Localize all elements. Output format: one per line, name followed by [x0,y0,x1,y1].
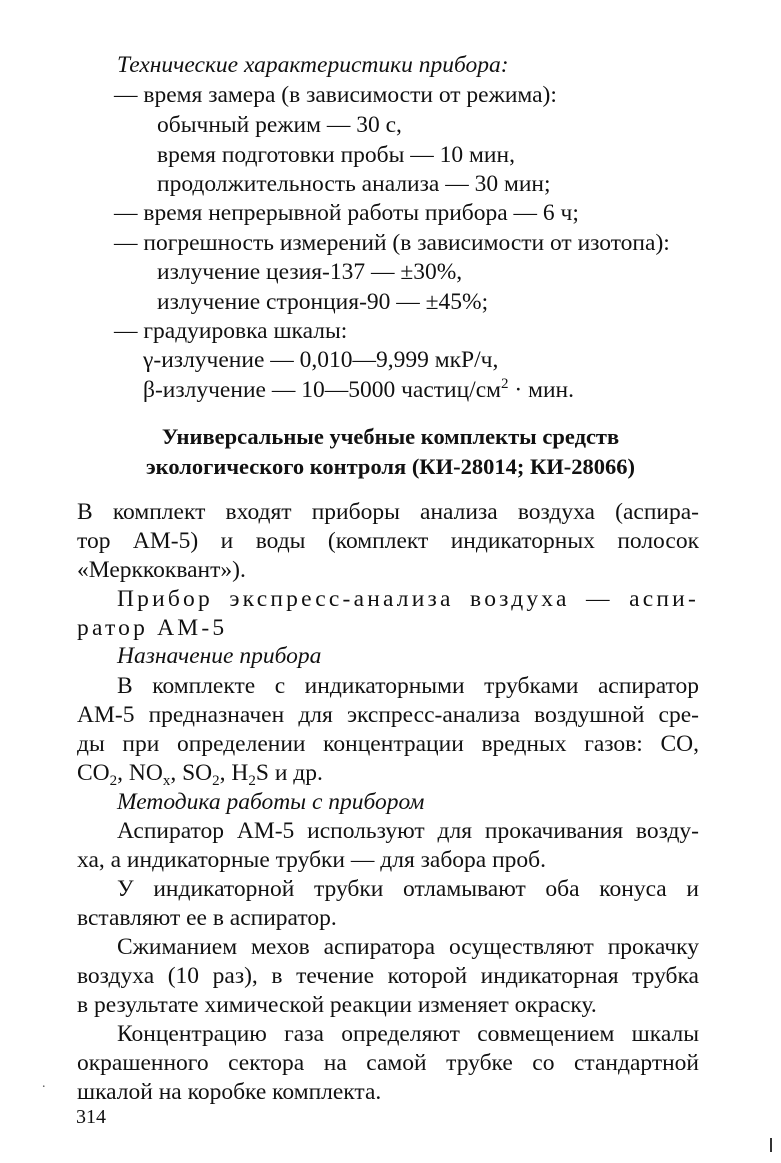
spec-line-2: обычный режим — 30 с, [157,112,402,138]
section-heading-line-2: экологического контроля (КИ-28014; КИ-28066) [145,454,636,479]
formula-sub: 2 [248,773,256,789]
page-number: 314 [76,1106,106,1128]
spec-line-11-tail: · мин. [508,377,574,403]
formula-sub: 2 [212,773,220,789]
spec-line-4: продолжительность анализа — 30 мин; [157,171,551,197]
method-line-3: У индикаторной трубки отламывают оба конуса и [117,876,699,902]
intro-line-3: «Мерккоквант»). [77,557,246,583]
purpose-line-1: В комплекте с индикаторными трубками аспиратор [117,673,699,699]
method-line-4: вставляют ее в аспиратор. [77,905,337,931]
method-line-5: Сжиманием мехов аспиратора осуществляют прокачку [117,934,699,960]
purpose-title: Назначение прибора [117,643,322,669]
method-line-10: шкалой на коробке комплекта. [77,1079,382,1105]
purpose-line-2: АМ-5 предназначен для экспресс-анализа воздушной сре- [77,702,699,728]
spec-line-3: время подготовки пробы — 10 мин, [157,142,515,168]
method-line-1: Аспиратор АМ-5 используют для прокачивания возду- [117,818,699,844]
spec-line-6: — погрешность измерений (в зависимости от изотопа): [114,230,670,256]
spec-line-11-sup: 2 [501,376,509,392]
formula-co: СО [77,760,110,786]
method-line-6: воздуха (10 раз), в течение которой индикаторная трубка [77,963,699,989]
formula-h: , H [219,760,249,786]
device-heading-line-1: Прибор экспресс-анализа воздуха — аспи- [117,586,699,612]
formula-so: , SO [170,760,213,786]
formula-tail: S и др. [255,760,323,786]
spec-line-11-text: β-излучение — 10—5000 частиц/см [143,377,502,403]
spec-line-7: излучение цезия-137 — ±30%, [157,259,463,285]
intro-line-1: В комплект входят приборы анализа воздуха (аспира- [77,499,699,525]
method-line-7: в результате химической реакции изменяет окраску. [77,992,597,1018]
intro-line-2: тор АМ-5) и воды (комплект индикаторных полосок [77,528,699,554]
method-line-9: окрашенного сектора на самой трубке со стандартной [77,1050,699,1076]
formula-no: , NO [117,760,163,786]
method-title: Методика работы с прибором [117,789,425,815]
scan-edge-mark [770,1138,772,1152]
spec-line-9: — градуировка шкалы: [114,318,348,344]
method-line-2: ха, а индикаторные трубки — для забора проб. [77,847,547,873]
spec-line-8: излучение стронция-90 — ±45%; [157,289,489,315]
formula-sub: x [162,773,171,789]
spec-line-11 [143,375,574,405]
spec-title: Технические характеристики прибора: [117,52,509,78]
purpose-line-4 [77,758,323,788]
formula-sub: 2 [109,773,118,789]
spec-line-1: — время замера (в зависимости от режима): [114,82,557,108]
purpose-line-3: ды при определении концентрации вредных газов: СО, [77,731,699,757]
spec-line-10: γ-излучение — 0,010—9,999 мкР/ч, [143,347,499,373]
method-line-8: Концентрацию газа определяют совмещением шкалы [117,1021,699,1047]
margin-dot: . [42,1076,46,1091]
spec-line-5: — время непрерывной работы прибора — 6 ч; [114,200,579,226]
section-heading-line-1: Универсальные учебные комплекты средств [161,424,620,449]
device-heading-line-2: ратор АМ-5 [77,615,228,641]
